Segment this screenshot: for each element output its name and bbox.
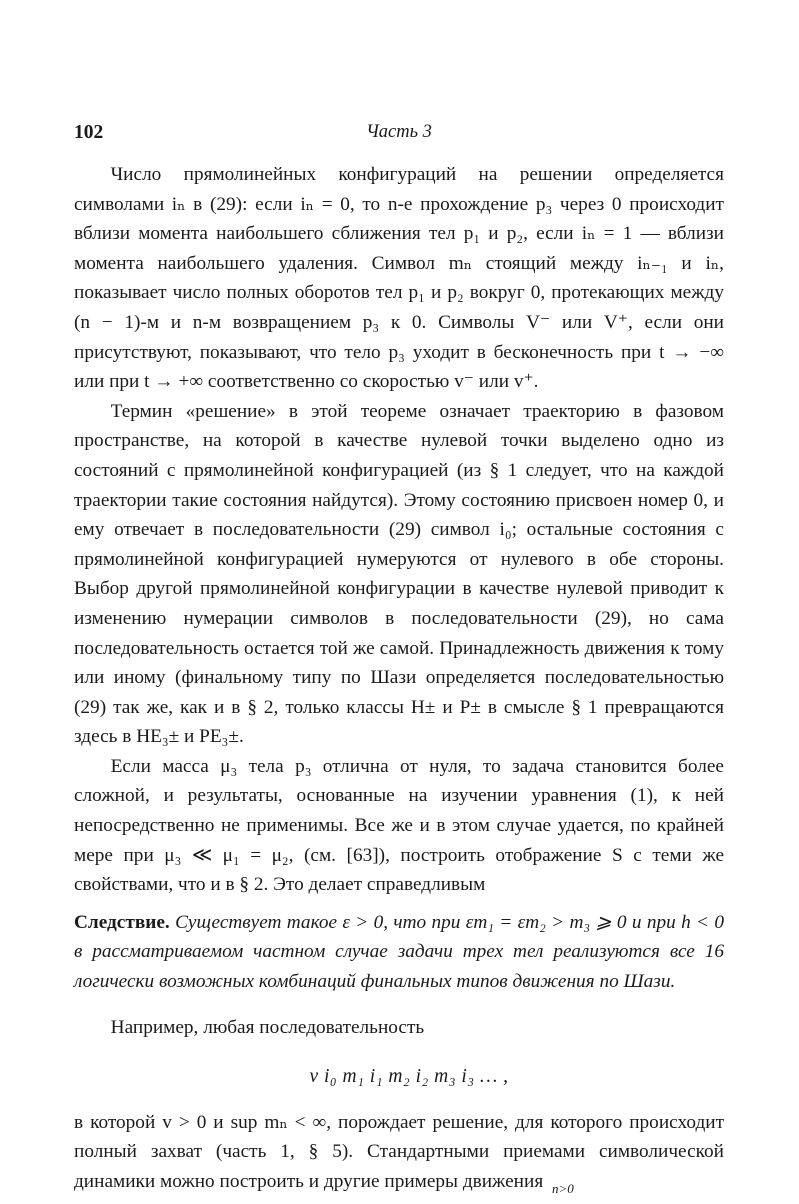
running-title: Часть 3: [366, 122, 432, 142]
corollary: [74, 908, 724, 997]
page-header: [74, 118, 724, 148]
last-paragraph: в которой v > 0 и sup mₙ < ∞, порождает решение, для которого происходит полный захват (часть 1, § 5). Стандартными приемами символической динамики можно построить и другие примеры движения $_{n>0}$: [74, 1111, 724, 1196]
sup-subscript: n>0: [552, 1181, 574, 1196]
corollary-label: Следствие.: [74, 911, 170, 933]
corollary-text: Существует такое ε > 0, что при εm₁ = εm₂ > m₃ ⩾ 0 и при h < 0 в рассматриваемом частном случае задачи трех тел реализуются все 16 логически возможных комбинаций финальных типов движения по Шази.: [74, 911, 724, 993]
display-formula: v i₀ m₁ i₁ m₂ i₂ m₃ i₃ … ,: [309, 1066, 509, 1088]
example-intro: Например, любая последовательность: [110, 1016, 425, 1038]
page-number: 102: [74, 122, 104, 143]
paragraph-2: Термин «решение» в этой теореме означает траекторию в фазовом пространстве, на которой в качестве нулевой точки выделено одно из состояний с прямолинейной конфигурацией (из § 1 следует, что на каждой траектории такие состояния найдутся). Этому состоянию присвоен номер 0, и ему отвечает в последовательности (29) символ i₀; остальные состояния с прямолинейной конфигурацией нумеруются от нулевого в обе стороны. Выбор другой прямолинейной конфигурации в качестве нулевой приводит к изменению нумерации символов в последовательности (29), но сама последовательность остается той же самой. Принадлежность движения к тому или иному (финальному типу по Шази определяется последовательностью (29) так же, как и в § 2, только классы H± и P± в смысле § 1 превращаются здесь в HE₃± и PE₃±.: [74, 400, 724, 748]
paragraph-1: Число прямолинейных конфигураций на решении определяется символами iₙ в (29): если iₙ = 0, то n-е прохождение p₃ через 0 происходит вблизи момента наибольшего сближения тел p₁ и p₂, если iₙ = 1 — вблизи момента наибольшего удаления. Символ mₙ стоящий между iₙ₋₁ и iₙ, показывает число полных оборотов тел p₁ и p₂ вокруг 0, протекающих между (n − 1)-м и n-м возвращением p₃ к 0. Символы V⁻ или V⁺, если они присутствуют, показывают, что тело p₃ уходит в бесконечность при t → −∞ или при t → +∞ соответственно со скоростью v⁻ или v⁺.: [74, 164, 724, 393]
page-content: [74, 118, 724, 1204]
paragraph-3: Если масса μ₃ тела p₃ отлична от нуля, то задача становится более сложной, и результаты, основанные на изучении уравнения (1), к ней непосредственно не применимы. Все же и в этом случае удается, по крайней мере при μ₃ ≪ μ₁ = μ₂, (см. [63]), построить отображение S с теми же свойствами, что и в § 2. Это делает справедливым: [74, 755, 724, 896]
